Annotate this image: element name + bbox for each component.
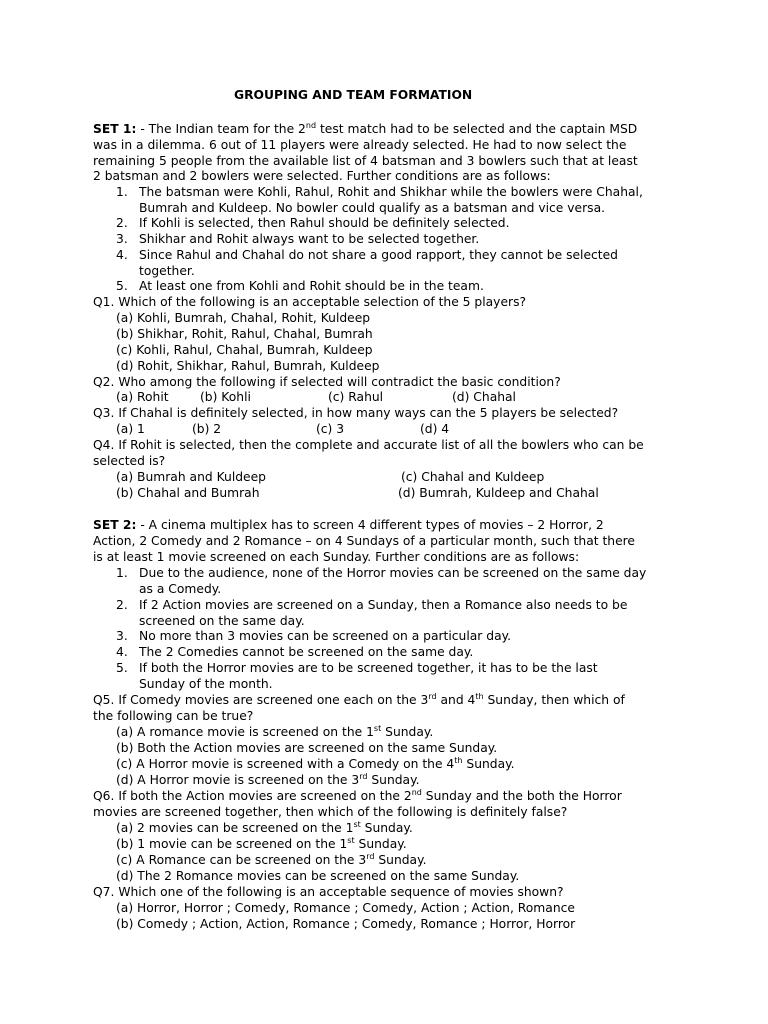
- condition-text: If both the Horror movies are to be screened together, it has to be the last: [139, 661, 598, 675]
- option: (d) Rohit, Shikhar, Rahul, Bumrah, Kuldeep: [116, 359, 380, 373]
- condition-number: 5.: [116, 279, 128, 293]
- question-q3: Q3. If Chahal is definitely selected, in how many ways can the 5 players be selected?: [93, 406, 619, 420]
- question-q2: Q2. Who among the following if selected will contradict the basic condition?: [93, 375, 561, 389]
- option: (c) Kohli, Rahul, Chahal, Bumrah, Kuldeep: [116, 343, 373, 357]
- question-q7: Q7. Which one of the following is an acceptable sequence of movies shown?: [93, 885, 564, 899]
- condition-text: Due to the audience, none of the Horror movies can be screened on the same day: [139, 566, 647, 580]
- condition-number: 1.: [116, 566, 128, 580]
- option: (a) Bumrah and Kuldeep: [116, 470, 266, 484]
- option: (a) A romance movie is screened on the 1st Sunday.: [116, 723, 434, 739]
- set1-label: SET 1:: [93, 122, 137, 136]
- option: (b) Both the Action movies are screened on the same Sunday.: [116, 741, 498, 755]
- option: (d) The 2 Romance movies can be screened on the same Sunday.: [116, 869, 520, 883]
- question-q6: movies are screened together, then which of the following is definitely false?: [93, 805, 568, 819]
- option: (c) A Horror movie is screened with a Comedy on the 4th Sunday.: [116, 755, 515, 771]
- condition-number: 1.: [116, 185, 128, 199]
- set2-intro-line: is at least 1 movie screened on each Sunday. Further conditions are as follows:: [93, 550, 580, 564]
- condition-text: Bumrah and Kuldeep. No bowler could qualify as a batsman and vice versa.: [139, 201, 606, 215]
- option: (a) Rohit: [116, 390, 169, 404]
- option: (a) Kohli, Bumrah, Chahal, Rohit, Kuldeep: [116, 311, 371, 325]
- condition-text: as a Comedy.: [139, 582, 222, 596]
- set2-intro-line: SET 2: - A cinema multiplex has to screen 4 different types of movies – 2 Horror, 2: [93, 518, 604, 532]
- condition-number: 4.: [116, 248, 128, 262]
- condition-number: 4.: [116, 645, 128, 659]
- condition-text: together.: [139, 264, 195, 278]
- option: (d) Chahal: [452, 390, 516, 404]
- question-q5: Q5. If Comedy movies are screened one each on the 3rd and 4th Sunday, then which of: [93, 691, 625, 707]
- option: (c) Rahul: [328, 390, 384, 404]
- condition-text: No more than 3 movies can be screened on a particular day.: [139, 629, 512, 643]
- condition-text: The 2 Comedies cannot be screened on the same day.: [139, 645, 474, 659]
- set1-intro-line: 2 batsman and 2 bowlers were selected. Further conditions are as follows:: [93, 169, 551, 183]
- option: (b) Kohli: [200, 390, 251, 404]
- option: (c) 3: [316, 422, 345, 436]
- condition-number: 3.: [116, 629, 128, 643]
- option: (a) 1: [116, 422, 145, 436]
- option: (b) 2: [192, 422, 222, 436]
- condition-number: 5.: [116, 661, 128, 675]
- question-q4: selected is?: [93, 454, 166, 468]
- question-q1: Q1. Which of the following is an acceptable selection of the 5 players?: [93, 295, 526, 309]
- condition-number: 2.: [116, 216, 128, 230]
- option: (b) Shikhar, Rohit, Rahul, Chahal, Bumrah: [116, 327, 373, 341]
- condition-text: If Kohli is selected, then Rahul should be definitely selected.: [139, 216, 510, 230]
- option: (d) A Horror movie is screened on the 3rd Sunday.: [116, 771, 420, 787]
- question-q6: Q6. If both the Action movies are screened on the 2nd Sunday and the both the Horror: [93, 787, 622, 803]
- condition-number: 3.: [116, 232, 128, 246]
- option: (c) Chahal and Kuldeep: [401, 470, 545, 484]
- set2-label: SET 2:: [93, 518, 137, 532]
- condition-text: Sunday of the month.: [139, 677, 273, 691]
- condition-text: Shikhar and Rohit always want to be selected together.: [139, 232, 480, 246]
- option: (a) 2 movies can be screened on the 1st Sunday.: [116, 819, 413, 835]
- set1-intro-line: SET 1: - The Indian team for the 2nd test match had to be selected and the captain MSD: [93, 120, 638, 136]
- option: (b) 1 movie can be screened on the 1st Sunday.: [116, 835, 407, 851]
- condition-text: At least one from Kohli and Rohit should be in the team.: [139, 279, 484, 293]
- option: (b) Comedy ; Action, Action, Romance ; Comedy, Romance ; Horror, Horror: [116, 917, 576, 931]
- condition-number: 2.: [116, 598, 128, 612]
- condition-text: The batsman were Kohli, Rahul, Rohit and Shikhar while the bowlers were Chahal,: [139, 185, 643, 199]
- set2-intro-line: Action, 2 Comedy and 2 Romance – on 4 Sundays of a particular month, such that there: [93, 534, 635, 548]
- set1-intro-line: was in a dilemma. 6 out of 11 players were already selected. He had to now select the: [93, 138, 627, 152]
- condition-text: If 2 Action movies are screened on a Sunday, then a Romance also needs to be: [139, 598, 628, 612]
- question-q5: the following can be true?: [93, 709, 254, 723]
- condition-text: Since Rahul and Chahal do not share a good rapport, they cannot be selected: [139, 248, 618, 262]
- option: (c) A Romance can be screened on the 3rd Sunday.: [116, 851, 427, 867]
- set1-intro-line: remaining 5 people from the available list of 4 batsman and 3 bowlers such that at least: [93, 154, 638, 168]
- question-q4: Q4. If Rohit is selected, then the complete and accurate list of all the bowlers who can be: [93, 438, 644, 452]
- option: (b) Chahal and Bumrah: [116, 486, 260, 500]
- option: (d) 4: [420, 422, 450, 436]
- option: (a) Horror, Horror ; Comedy, Romance ; Comedy, Action ; Action, Romance: [116, 901, 575, 915]
- condition-text: screened on the same day.: [139, 614, 305, 628]
- option: (d) Bumrah, Kuldeep and Chahal: [398, 486, 599, 500]
- page-title: GROUPING AND TEAM FORMATION: [234, 88, 473, 102]
